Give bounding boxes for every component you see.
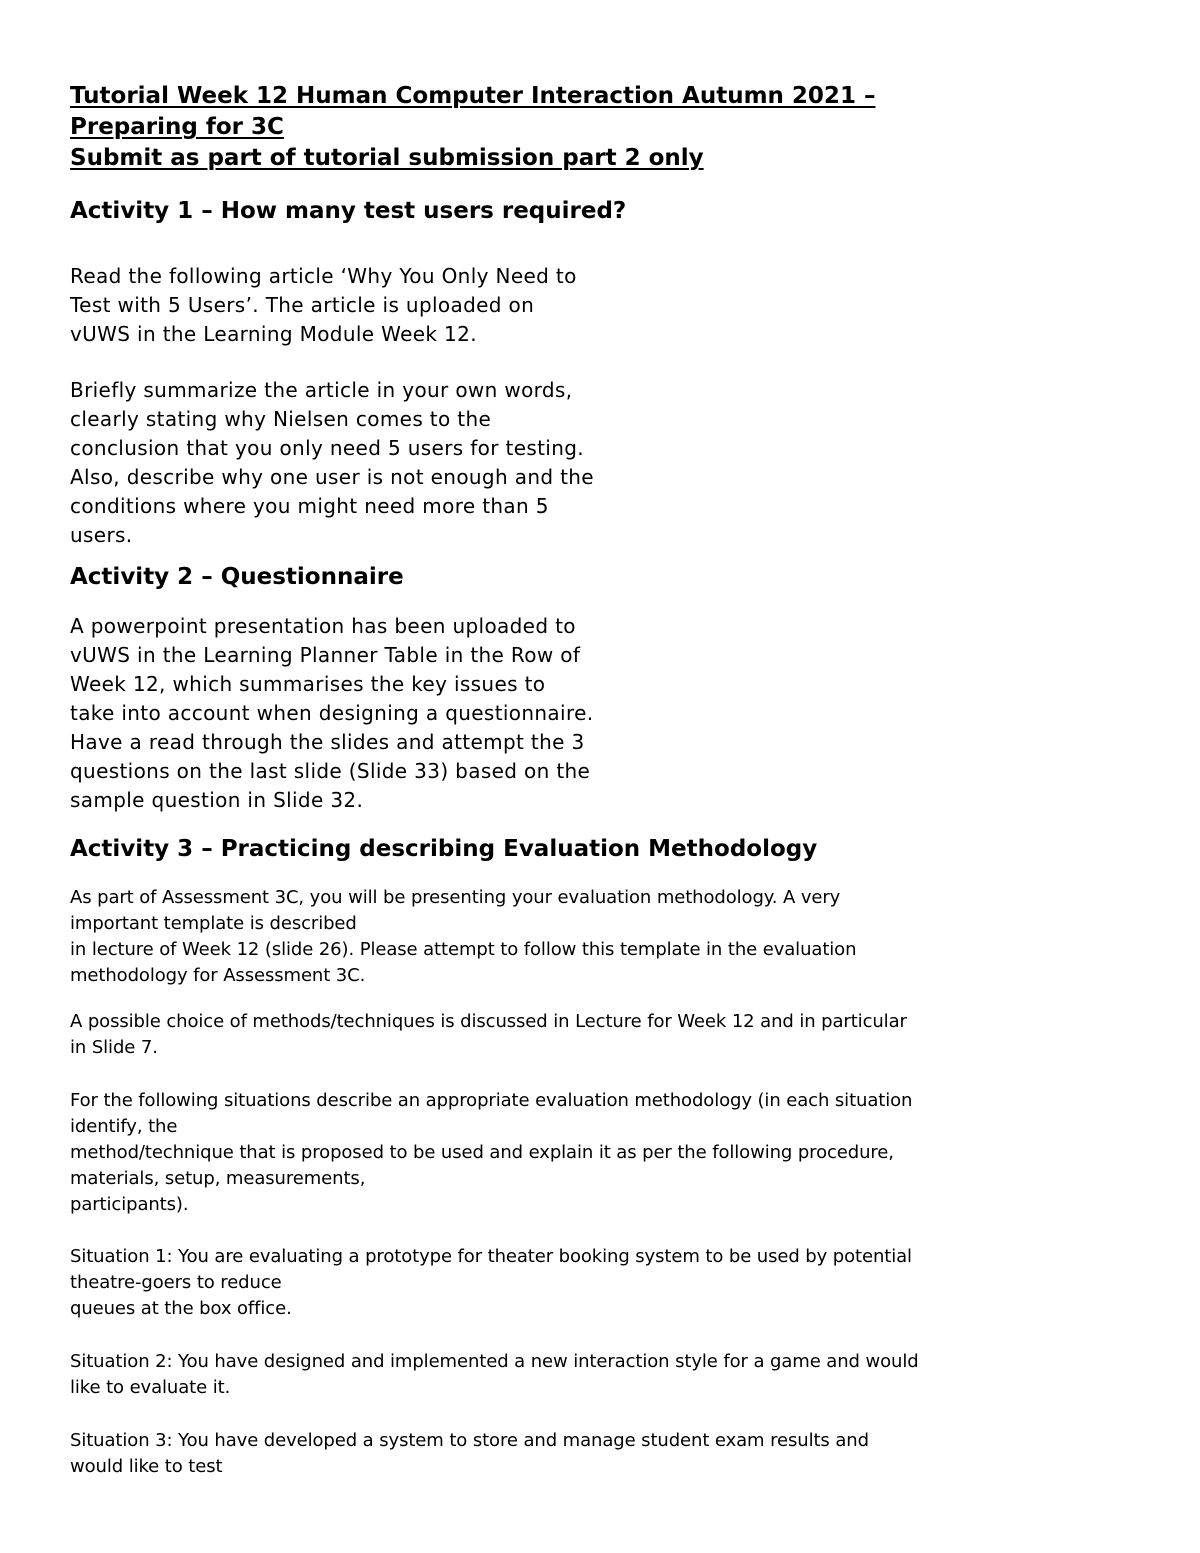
text-line: Situation 3: You have developed a system to store and manage student exam results and — [70, 1430, 869, 1451]
activity3-paragraph-2 — [70, 1009, 907, 1061]
activity3-heading: Activity 3 – Practicing describing Evaluation Methodology — [70, 836, 818, 862]
text-line: Also, describe why one user is not enough and the — [70, 465, 594, 489]
text-line: like to evaluate it. — [70, 1377, 231, 1398]
situation-3 — [70, 1428, 869, 1480]
text-line: A powerpoint presentation has been uploaded to — [70, 614, 576, 638]
text-line: method/technique that is proposed to be used and explain it as per the following procedure, — [70, 1142, 894, 1163]
text-line: conclusion that you only need 5 users for testing. — [70, 436, 584, 460]
text-line: take into account when designing a questionnaire. — [70, 701, 594, 725]
title-line: Preparing for 3C — [70, 114, 284, 140]
activity1-paragraph-2 — [70, 376, 594, 550]
activity2-paragraph — [70, 612, 593, 815]
text-line: queues at the box office. — [70, 1298, 292, 1319]
text-line: in Slide 7. — [70, 1037, 158, 1058]
text-line: important template is described — [70, 913, 357, 934]
text-line: Briefly summarize the article in your own words, — [70, 378, 573, 402]
activity2-heading: Activity 2 – Questionnaire — [70, 564, 404, 590]
text-line: materials, setup, measurements, — [70, 1168, 366, 1189]
text-line: theatre-goers to reduce — [70, 1272, 282, 1293]
activity3-paragraph-1 — [70, 885, 856, 989]
text-line: participants). — [70, 1194, 189, 1215]
text-line: clearly stating why Nielsen comes to the — [70, 407, 492, 431]
situation-1 — [70, 1244, 912, 1322]
text-line: Have a read through the slides and attempt the 3 — [70, 730, 585, 754]
text-line: Read the following article ‘Why You Only Need to — [70, 264, 577, 288]
title-line: Tutorial Week 12 Human Computer Interaction Autumn 2021 – — [70, 83, 876, 109]
text-line: As part of Assessment 3C, you will be presenting your evaluation methodology. A very — [70, 887, 841, 908]
text-line: Test with 5 Users’. The article is uploaded on — [70, 293, 535, 317]
text-line: Situation 1: You are evaluating a prototype for theater booking system to be used by potential — [70, 1246, 912, 1267]
text-line: in lecture of Week 12 (slide 26). Please attempt to follow this template in the evaluation — [70, 939, 857, 960]
text-line: methodology for Assessment 3C. — [70, 965, 366, 986]
text-line: questions on the last slide (Slide 33) based on the — [70, 759, 591, 783]
title-line: Submit as part of tutorial submission part 2 only — [70, 145, 704, 171]
text-line: Week 12, which summarises the key issues to — [70, 672, 546, 696]
text-line: A possible choice of methods/techniques is discussed in Lecture for Week 12 and in particular — [70, 1011, 907, 1032]
activity1-heading: Activity 1 – How many test users required? — [70, 198, 627, 224]
text-line: conditions where you might need more than 5 — [70, 494, 549, 518]
text-line: identify, the — [70, 1116, 178, 1137]
activity3-paragraph-3 — [70, 1088, 912, 1218]
situation-2 — [70, 1349, 919, 1401]
activity1-paragraph-1 — [70, 262, 577, 349]
text-line: vUWS in the Learning Planner Table in the Row of — [70, 643, 581, 667]
text-line: For the following situations describe an appropriate evaluation methodology (in each situation — [70, 1090, 913, 1111]
text-line: Situation 2: You have designed and implemented a new interaction style for a game and would — [70, 1351, 919, 1372]
text-line: users. — [70, 523, 133, 547]
text-line: sample question in Slide 32. — [70, 788, 364, 812]
document-title — [70, 81, 875, 174]
text-line: vUWS in the Learning Module Week 12. — [70, 322, 477, 346]
text-line: would like to test — [70, 1456, 223, 1477]
